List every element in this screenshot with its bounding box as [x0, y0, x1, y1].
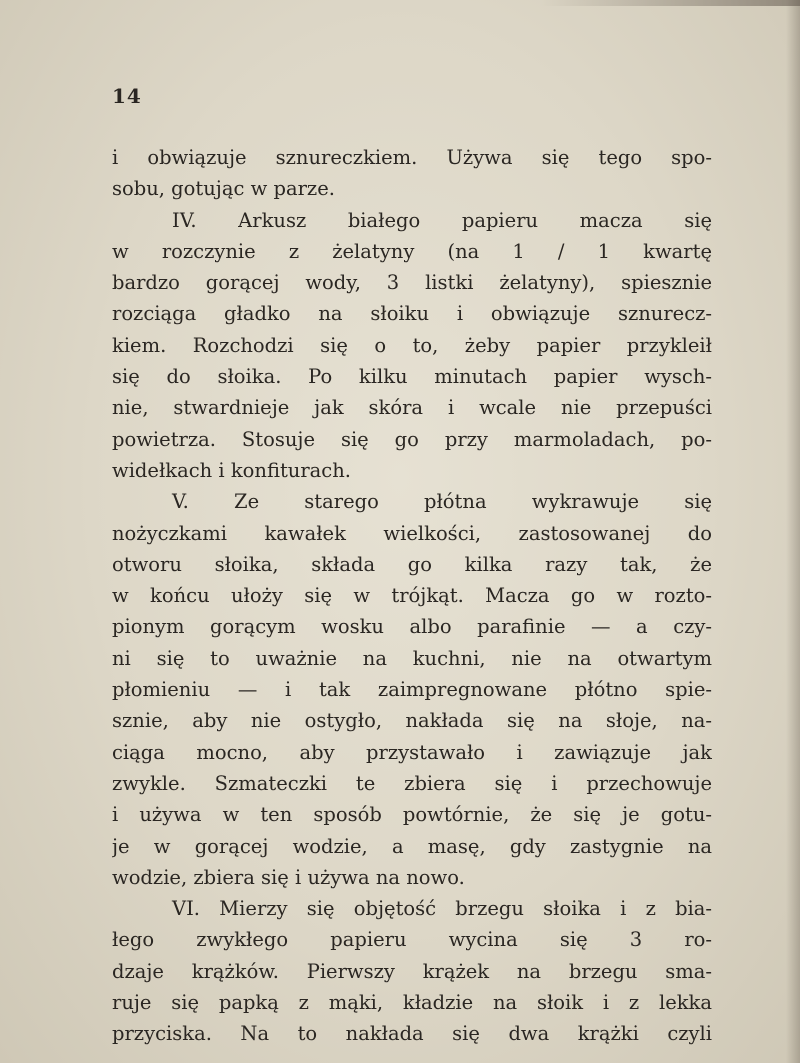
text-line: przyciska. Na to nakłada się dwa krążki czyli — [112, 1022, 712, 1046]
text-line: w końcu ułoży się w trójkąt. Macza go w rozto- — [112, 584, 712, 608]
text-line: ciąga mocno, aby przystawało i zawiązuje jak — [112, 740, 712, 764]
text-line: V. Ze starego płótna wykrawuje się — [172, 490, 712, 514]
text-line: ni się to uważnie na kuchni, nie na otwartym — [112, 646, 712, 670]
text-line: sznie, aby nie ostygło, nakłada się na słoje, na- — [112, 709, 712, 733]
text-line: IV. Arkusz białego papieru macza się — [172, 208, 712, 232]
text-line: płomieniu — i tak zaimpregnowane płótno spie- — [112, 678, 712, 702]
text-line: powietrza. Stosuje się go przy marmoladach, po- — [112, 427, 712, 451]
text-line: sobu, gotując w parze. — [112, 177, 335, 201]
text-line: zwykle. Szmateczki te zbiera się i przechowuje — [112, 771, 712, 795]
text-line: bardzo gorącej wody, 3 listki żelatyny), spiesznie — [112, 271, 712, 295]
text-line: ruje się papką z mąki, kładzie na słoik i z lekka — [112, 991, 712, 1015]
text-line: widełkach i konfiturach. — [112, 458, 351, 482]
text-line: łego zwykłego papieru wycina się 3 ro- — [112, 928, 712, 952]
text-line: wodzie, zbiera się i używa na nowo. — [112, 865, 465, 889]
text-line: pionym gorącym wosku albo parafinie — a czy- — [112, 615, 712, 639]
text-line: kiem. Rozchodzi się o to, żeby papier przykleił — [112, 333, 712, 357]
text-line: i używa w ten sposób powtórnie, że się je gotu- — [112, 803, 712, 827]
text-line: otworu słoika, składa go kilka razy tak, że — [112, 552, 712, 576]
text-line: i obwiązuje sznureczkiem. Używa się tego spo- — [112, 146, 712, 169]
body-text — [112, 142, 712, 1050]
text-line: dzaje krążków. Pierwszy krążek na brzegu sma- — [112, 959, 712, 983]
text-line: się do słoika. Po kilku minutach papier wysch- — [112, 365, 712, 389]
text-line: VI. Mierzy się objętość brzegu słoika i z bia- — [172, 897, 712, 921]
text-line: nie, stwardnieje jak skóra i wcale nie przepuści — [112, 396, 712, 420]
page-edge-shadow — [786, 0, 800, 1063]
text-line: w rozczynie z żelatyny (na 1 / 1 kwartę — [112, 239, 712, 263]
page-top-edge — [540, 0, 800, 6]
text-line: nożyczkami kawałek wielkości, zastosowanej do — [112, 521, 712, 545]
page-number: 14 — [112, 84, 142, 108]
text-line: je w gorącej wodzie, a masę, gdy zastygnie na — [112, 834, 712, 858]
text-line: rozciąga gładko na słoiku i obwiązuje sznurecz- — [112, 302, 712, 326]
